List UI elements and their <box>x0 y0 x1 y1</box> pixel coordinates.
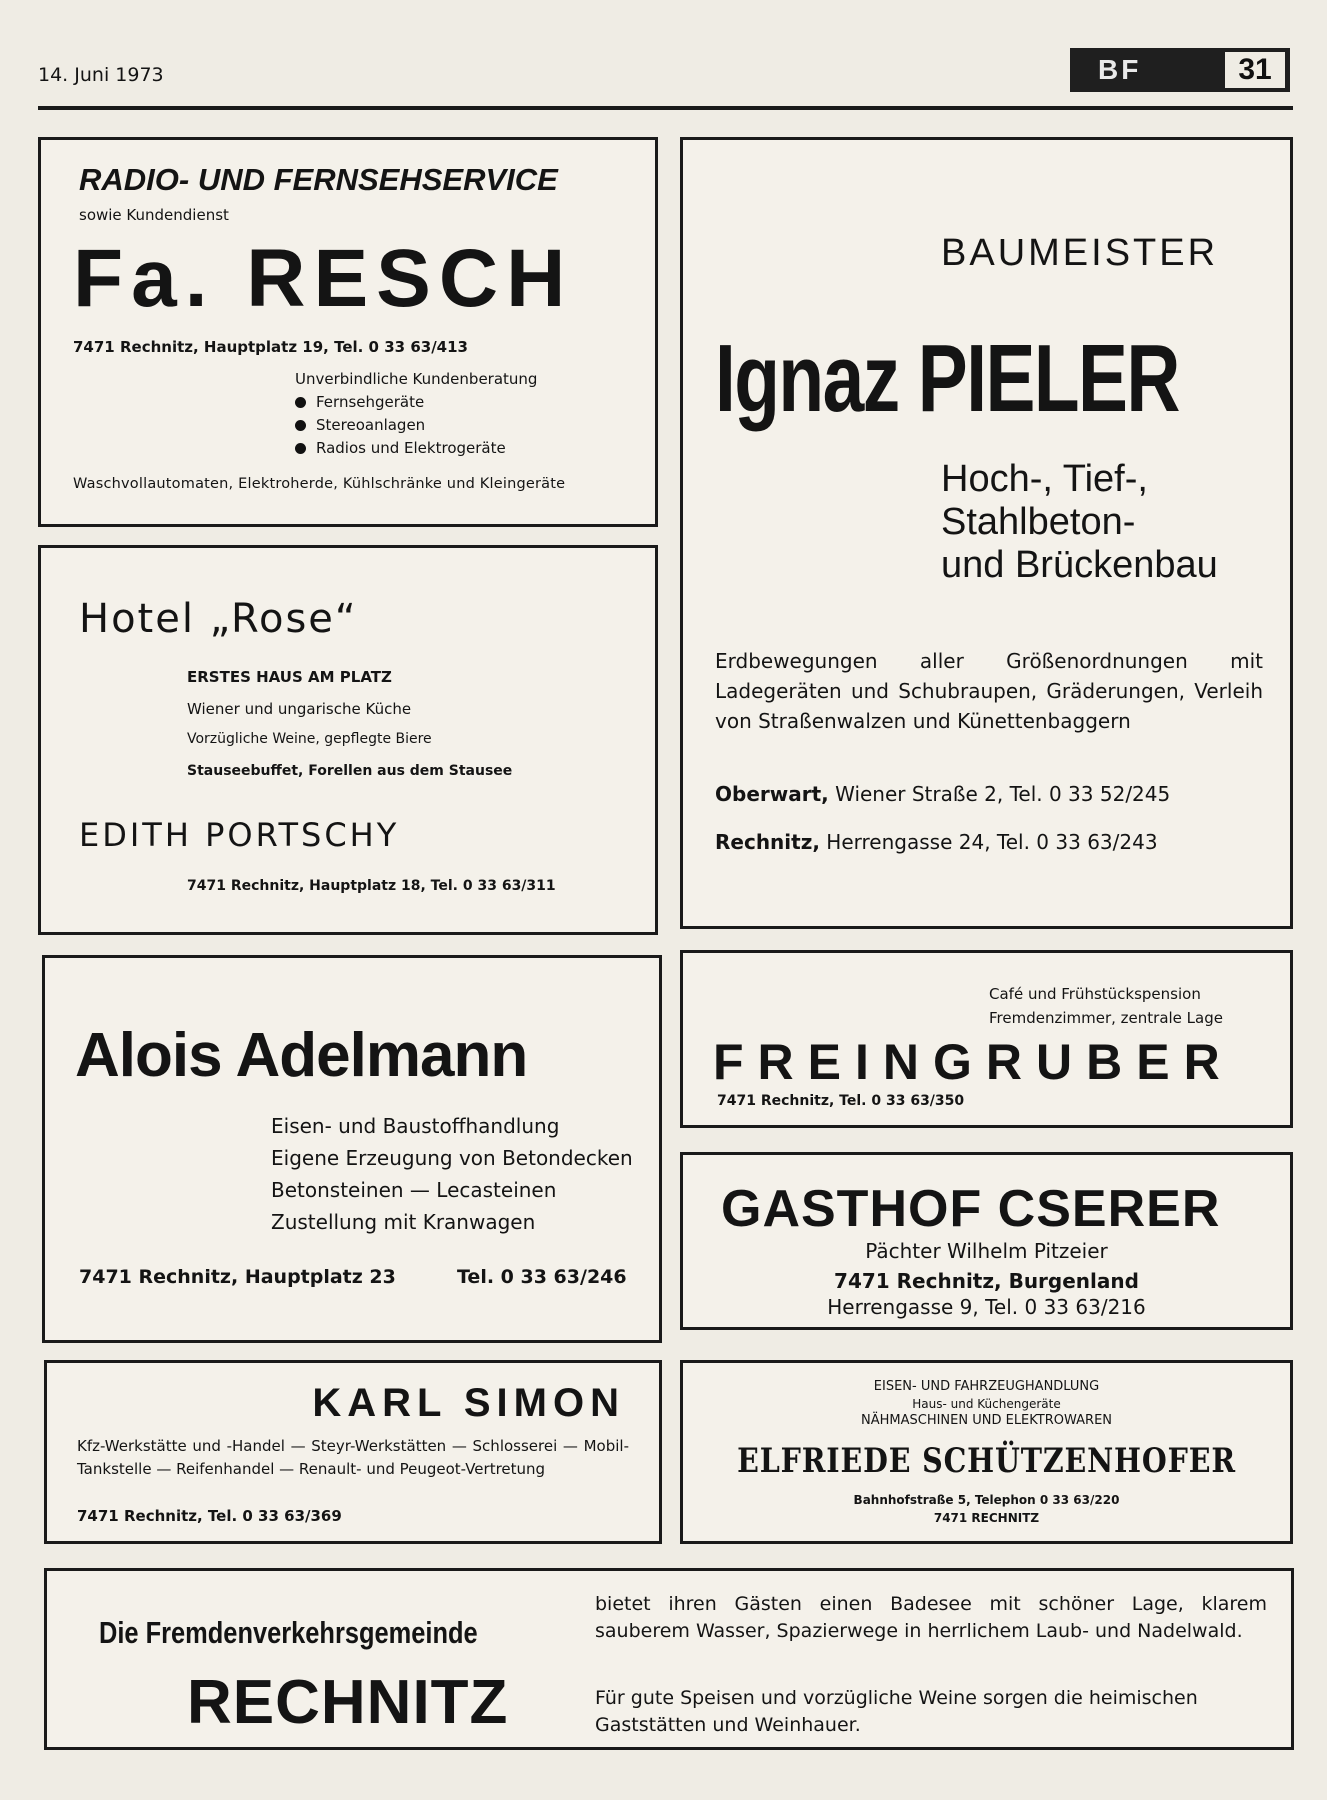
ad-resch-footer: Waschvollautomaten, Elektroherde, Kühlschränke und Kleingeräte <box>73 476 566 492</box>
ad-cserer-line: 7471 Rechnitz, Burgenland <box>834 1269 1139 1293</box>
ad-gasthof-cserer <box>680 1152 1293 1330</box>
ad-rose-address: 7471 Rechnitz, Hauptplatz 18, Tel. 0 33 63/311 <box>187 878 556 894</box>
ad-rechnitz-paragraph: bietet ihren Gästen einen Badesee mit schöner Lage, klarem sauberem Wasser, Spazierwege in herrlichem Laub- und Nadelwald. <box>595 1593 1267 1642</box>
page-number: 31 <box>1223 50 1287 90</box>
ad-rose-owner: EDITH PORTSCHY <box>79 816 400 854</box>
ad-resch-address: 7471 Rechnitz, Hauptplatz 19, Tel. 0 33 63/413 <box>73 338 468 356</box>
ad-schuetz-line: EISEN- UND FAHRZEUGHANDLUNG <box>873 1379 1100 1394</box>
page-date: 14. Juni 1973 <box>38 64 164 86</box>
ad-simon-description: Kfz-Werkstätte und -Handel — Steyr-Werkstätten — Schlosserei — Mobil-Tankstelle — Reifenhandel — Renault- und Peugeot-Vertretung <box>77 1437 629 1478</box>
ad-pieler-name: Ignaz PIELER <box>715 325 1179 432</box>
ad-rechnitz-heading: Die Fremdenverkehrsgemeinde <box>99 1615 478 1650</box>
ad-resch-item: Fernsehgeräte <box>295 391 537 414</box>
ad-adelmann-name: Alois Adelmann <box>75 1021 528 1090</box>
ad-pieler <box>680 137 1293 929</box>
ad-rose-line: Wiener und ungarische Küche <box>187 700 412 718</box>
ad-adelmann-lines: Eisen- und Baustoffhandlung Eigene Erzeugung von Betondecken Betonsteinen — Lecasteinen Zustellung mit Kranwagen <box>271 1114 633 1234</box>
bullet-icon <box>295 420 306 431</box>
ad-rose-line: ERSTES HAUS AM PLATZ <box>187 668 392 686</box>
ad-pieler-services: Hoch-, Tief-, Stahlbeton- und Brückenbau <box>941 458 1218 586</box>
ad-rechnitz-paragraph: Für gute Speisen und vorzügliche Weine sorgen die heimischen Gaststätten und Weinhauer. <box>595 1687 1198 1736</box>
ad-schuetz-line: Haus- und Küchengeräte <box>912 1397 1061 1411</box>
ad-resch-item: Radios und Elektrogeräte <box>295 437 537 460</box>
ad-hotel-rose <box>38 545 658 935</box>
ad-cserer-line: Pächter Wilhelm Pitzeier <box>865 1239 1108 1263</box>
ad-freingruber-name: FREINGRUBER <box>713 1034 1234 1090</box>
ad-cserer-name: GASTHOF CSERER <box>721 1180 1221 1238</box>
ad-resch-name: Fa. RESCH <box>73 233 574 324</box>
ad-adelmann-address: 7471 Rechnitz, Hauptplatz 23 <box>79 1266 396 1288</box>
ad-resch-list <box>295 368 537 460</box>
ad-simon-name: KARL SIMON <box>312 1381 625 1425</box>
ad-freingruber-line: Fremdenzimmer, zentrale Lage <box>989 1009 1223 1027</box>
ad-pieler-title: BAUMEISTER <box>941 232 1219 274</box>
ad-schuetzenhofer <box>680 1360 1293 1544</box>
bullet-icon <box>295 443 306 454</box>
publication-initials: BF <box>1098 54 1142 85</box>
bullet-icon <box>295 397 306 408</box>
ad-resch-heading: RADIO- UND FERNSEHSERVICE <box>79 162 558 197</box>
ad-resch-intro: Unverbindliche Kundenberatung <box>295 370 538 388</box>
ad-pieler-description: Erdbewegungen aller Größenordnungen mit Ladegeräten und Schubraupen, Gräderungen, Verleih von Straßenwalzen und Künettenbaggern <box>715 649 1263 733</box>
ad-karl-simon <box>44 1360 662 1544</box>
ad-cserer-line: Herrengasse 9, Tel. 0 33 63/216 <box>827 1295 1146 1319</box>
ad-pieler-address-rechnitz: Rechnitz, Herrengasse 24, Tel. 0 33 63/243 <box>715 830 1158 854</box>
ad-resch-subheading: sowie Kundendienst <box>79 206 229 224</box>
ad-adelmann-tel: Tel. 0 33 63/246 <box>457 1266 627 1288</box>
ad-rechnitz-tourism <box>44 1568 1294 1750</box>
header-rule <box>38 106 1293 110</box>
ad-freingruber-line: Café und Frühstückspension <box>989 985 1201 1003</box>
ad-schuetz-city: 7471 RECHNITZ <box>933 1511 1040 1525</box>
ad-resch <box>38 137 658 527</box>
ad-rechnitz-name: RECHNITZ <box>187 1668 509 1737</box>
ad-simon-address: 7471 Rechnitz, Tel. 0 33 63/369 <box>77 1507 342 1525</box>
ad-rose-line: Vorzügliche Weine, gepflegte Biere <box>187 731 432 747</box>
publication-badge <box>1070 48 1290 92</box>
ad-adelmann <box>42 955 662 1343</box>
ad-schuetz-line: NÄHMASCHINEN UND ELEKTROWAREN <box>860 1413 1113 1428</box>
ad-schuetz-name: ELFRIEDE SCHÜTZENHOFER <box>737 1441 1236 1481</box>
ad-freingruber <box>680 950 1293 1128</box>
ad-resch-item: Stereoanlagen <box>295 414 537 437</box>
ad-schuetz-address: Bahnhofstraße 5, Telephon 0 33 63/220 <box>853 1493 1120 1507</box>
ad-freingruber-address: 7471 Rechnitz, Tel. 0 33 63/350 <box>717 1093 965 1109</box>
ad-pieler-address-oberwart: Oberwart, Wiener Straße 2, Tel. 0 33 52/245 <box>715 782 1171 806</box>
ad-rose-name: Hotel „Rose“ <box>79 596 358 642</box>
ad-rose-line: Stauseebuffet, Forellen aus dem Stausee <box>187 763 513 779</box>
